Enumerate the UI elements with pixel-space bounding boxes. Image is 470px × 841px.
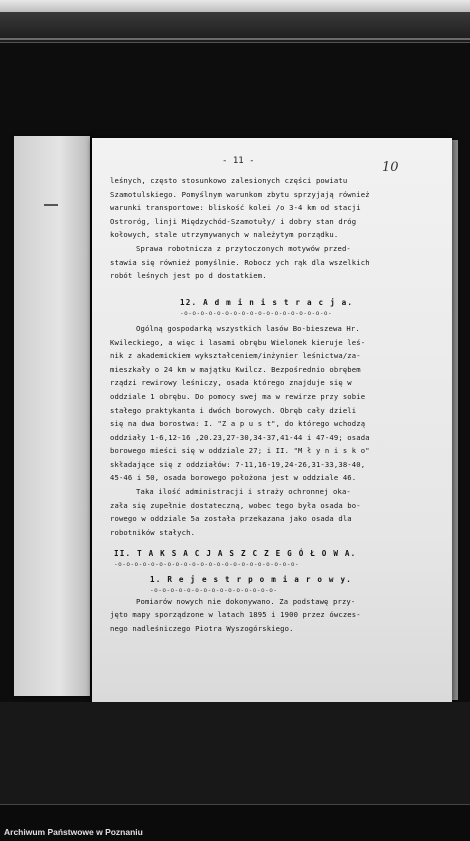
page-number: - 11 - — [222, 156, 255, 166]
adjacent-page — [14, 136, 90, 696]
text-line: borowego mieści się w oddziale 27; i II. "M ł y n i s k o" — [110, 446, 370, 456]
film-band-line — [0, 38, 470, 40]
page-edge — [452, 140, 458, 700]
text-line: składające się z oddziałów: 7-11,16-19,24-26,31-33,38-40, — [110, 459, 366, 469]
section-II-heading: II. T A K S A C J A S Z C Z E G Ó Ł O W A. — [114, 549, 357, 559]
text-line: Ostroróg, linji Międzychód-Szamotuły/ i dobry stan dróg — [110, 216, 357, 226]
adjacent-page-mark — [44, 204, 58, 206]
spacer — [110, 539, 446, 547]
film-bottom-area — [0, 702, 470, 804]
text-line: robót leśnych jest po d dostatkiem. — [110, 271, 267, 281]
text-line: oddziale 1 obrębu. Do pomocy swej ma w rewirze przy sobie — [110, 391, 366, 401]
text-line: oddziały 1-6,12-16 ,20.23,27-30,34-37,41-44 i 47-49; osada — [110, 432, 370, 442]
film-top-strip — [0, 0, 470, 12]
text-line: Pomiarów nowych nie dokonywano. Za podstawę przy- — [136, 596, 356, 606]
subsection-1-underline: -o-o-o-o-o-o-o-o-o-o-o-o-o-o-o- — [150, 586, 278, 594]
archive-label: Archiwum Państwowe w Poznaniu — [4, 827, 143, 837]
text-line: się na dwa borostwa: I. "Z a p u s t", do którego wchodzą — [110, 419, 366, 429]
text-line: warunki transportowe: bliskość kolei /o 3-4 km od stacji — [110, 203, 361, 213]
text-line: rządzi rewirowy leśniczy, osada którego znajduje się w — [110, 378, 352, 388]
section-II-underline: -o-o-o-o-o-o-o-o-o-o-o-o-o-o-o-o-o-o-o-o-o-o- — [114, 561, 300, 569]
text-line: Sprawa robotnicza z przytoczonych motywów przed- — [136, 243, 351, 253]
section-12-underline: -o-o-o-o-o-o-o-o-o-o-o-o-o-o-o-o-o-o- — [180, 309, 333, 317]
film-band — [0, 12, 470, 43]
text-line: robotników stałych. — [110, 527, 196, 537]
text-line: Ogólną gospodarką wszystkich lasów Bo-bieszewa Hr. — [136, 323, 360, 333]
section-12-heading: 12. A d m i n i s t r a c j a. — [180, 298, 354, 308]
text-line: jęto mapy sporządzone w latach 1895 i 1900 przez ówczes- — [110, 610, 361, 620]
text-line: stawia się również pomyślnie. Robocz ych rąk dla wszelkich — [110, 257, 370, 267]
page-text — [110, 174, 446, 635]
document-page — [92, 138, 452, 702]
text-line: nik z akademickiem wykształceniem/inżynier leśnictwa/za- — [110, 351, 361, 361]
text-line: kołowych, stale utrzymywanych w należytym porządku. — [110, 230, 339, 240]
text-line: rowego w oddziale 5a została przekazana jako osada dla — [110, 514, 352, 524]
handwritten-page-number: 10 — [382, 160, 399, 175]
text-line: Szamotulskiego. Pomyślnym warunkom zbytu sprzyjają również — [110, 189, 370, 199]
text-line: nego nadleśniczego Piotra Wyszogórskiego. — [110, 623, 294, 633]
subsection-1-heading: 1. R e j e s t r p o m i a r o w y. — [150, 575, 353, 585]
text-line: Kwileckiego, a więc i lasami obrębu Wielonek kieruje leś- — [110, 337, 366, 347]
text-line: stałego praktykanta i dwóch borowych. Obręb cały dzieli — [110, 405, 357, 415]
archive-footer — [0, 804, 470, 841]
text-line: 45-46 i 50, osada borowego położona jest w oddziale 46. — [110, 473, 357, 483]
text-line: Taka ilość administracji i straży ochronnej oka- — [136, 487, 351, 497]
text-line: zała się zupełnie dostateczną, wobec tego była osada bo- — [110, 500, 361, 510]
text-line: mieszkały o 24 km w majątku Kwilcz. Bezpośrednio obrębem — [110, 364, 361, 374]
text-line: leśnych, często stosunkowo zalesionych części powiatu — [110, 176, 348, 185]
spacer — [110, 283, 446, 297]
